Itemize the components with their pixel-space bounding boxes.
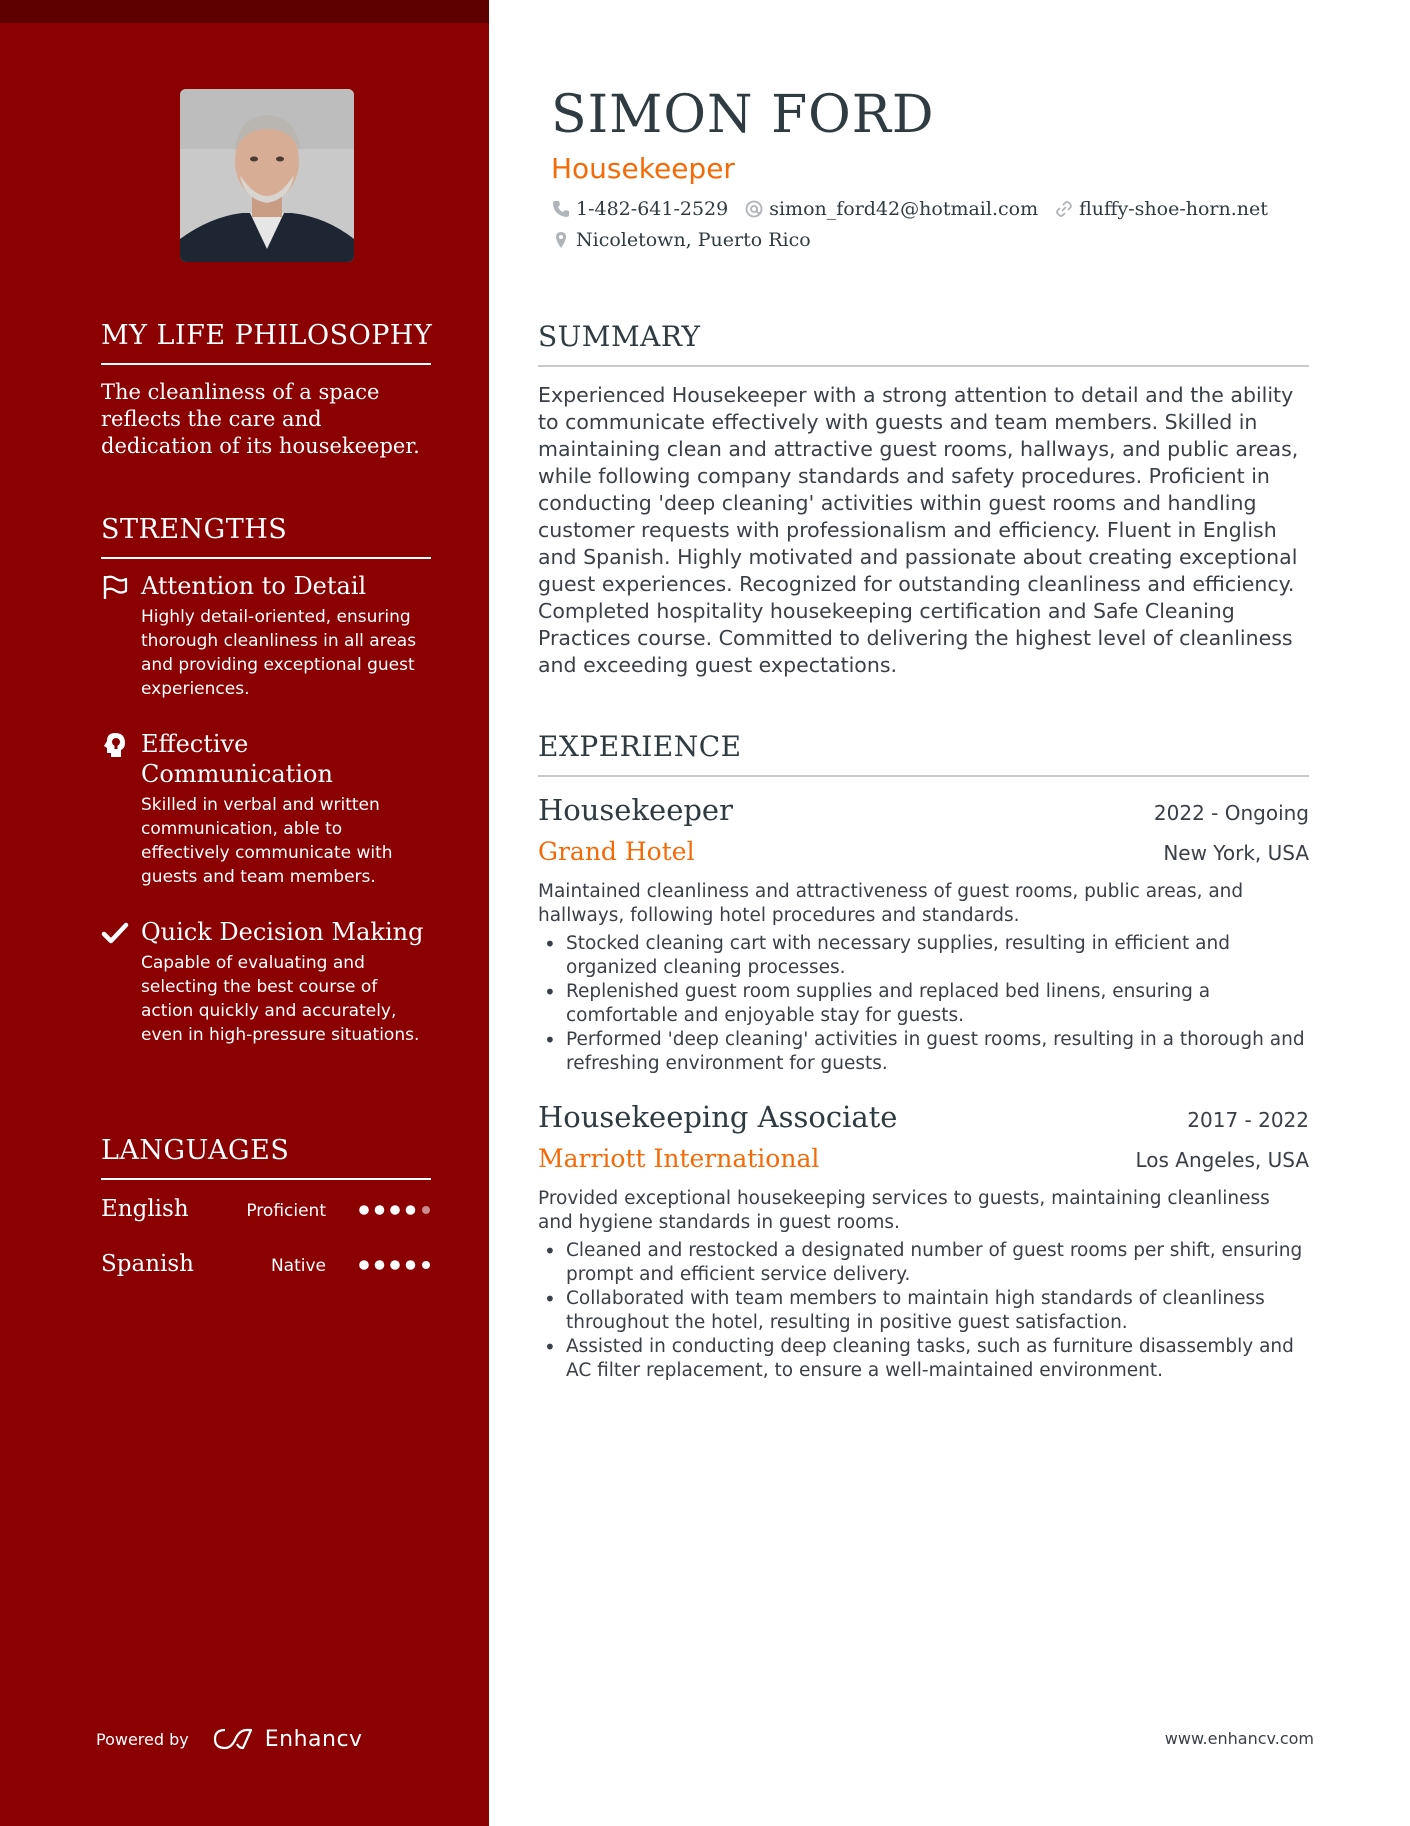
language-name: English	[101, 1196, 189, 1222]
powered-by	[96, 1726, 363, 1752]
languages-heading: LANGUAGES	[101, 1135, 431, 1180]
rating-dot-filled	[422, 1261, 430, 1269]
candidate-name: SIMON FORD	[551, 85, 935, 145]
rating-dot-filled	[359, 1205, 369, 1215]
strength-title: Attention to Detail	[141, 572, 367, 600]
job-company: Marriott International	[538, 1144, 820, 1173]
rating-dot-filled	[406, 1260, 416, 1270]
location-text: Nicoletown, Puerto Rico	[576, 229, 811, 251]
job-title: Housekeeper	[538, 793, 733, 827]
contact-phone	[551, 198, 728, 220]
at-sign-icon	[744, 199, 764, 219]
job-dates: 2017 - 2022	[1187, 1108, 1309, 1132]
check-icon	[101, 919, 129, 947]
job-title: Housekeeping Associate	[538, 1100, 898, 1134]
language-row	[101, 1235, 431, 1290]
strength-description: Capable of evaluating and selecting the best course of action quickly and accurately, even in high-pressure situations.	[141, 953, 420, 1045]
contact-email[interactable]	[744, 198, 1038, 220]
strength-item	[101, 729, 431, 889]
languages-section	[101, 1135, 431, 1290]
job-bullet-list	[538, 1239, 1309, 1383]
job-bullet: • Performed 'deep cleaning' activities in guest rooms, resulting in a thorough and refreshing environment for guests.	[538, 1028, 1309, 1076]
website-text[interactable]: fluffy-shoe-horn.net	[1079, 198, 1268, 220]
job-bullet: • Collaborated with team members to maintain high standards of cleanliness throughout the hotel, resulting in positive guest satisfaction.	[538, 1287, 1309, 1335]
phone-icon	[551, 199, 571, 219]
job-bullet-list	[538, 932, 1309, 1076]
contact-website[interactable]	[1054, 198, 1268, 220]
summary-heading: SUMMARY	[538, 320, 1309, 367]
job-description: Maintained cleanliness and attractiveness of guest rooms, public areas, and hallways, following hotel procedures and standards.	[538, 881, 1244, 926]
location-pin-icon	[551, 230, 571, 250]
powered-by-label: Powered by	[96, 1729, 189, 1749]
candidate-title: Housekeeper	[551, 152, 735, 185]
flag-icon	[101, 573, 129, 601]
job-location: Los Angeles, USA	[1135, 1148, 1309, 1172]
philosophy-section	[101, 320, 431, 460]
strength-item	[101, 571, 431, 701]
sidebar	[0, 0, 489, 1826]
enhancv-logo-icon	[213, 1726, 253, 1752]
experience-heading: EXPERIENCE	[538, 730, 1309, 777]
philosophy-quote: The cleanliness of a space reflects the care and dedication of its housekeeper.	[101, 380, 420, 458]
strength-description: Skilled in verbal and written communication, able to effectively communicate with guests and team members.	[141, 795, 393, 887]
rating-dot-filled	[406, 1205, 416, 1215]
rating-dot-empty	[422, 1206, 430, 1214]
strength-title: Effective Communication	[141, 730, 333, 788]
email-text[interactable]: simon_ford42@hotmail.com	[769, 198, 1039, 220]
strength-title: Quick Decision Making	[141, 918, 424, 946]
sidebar-top-bar	[0, 0, 489, 23]
philosophy-heading: MY LIFE PHILOSOPHY	[101, 320, 431, 365]
footer-website[interactable]: www.enhancv.com	[1164, 1729, 1314, 1748]
profile-photo	[180, 89, 354, 262]
strength-description: Highly detail-oriented, ensuring thorough cleanliness in all areas and providing exceptional guest experiences.	[141, 607, 417, 699]
job-bullet: • Cleaned and restocked a designated number of guest rooms per shift, ensuring prompt and efficient service delivery.	[538, 1239, 1309, 1287]
enhancv-brand-name: Enhancv	[264, 1726, 363, 1752]
job-bullet: • Stocked cleaning cart with necessary supplies, resulting in efficient and organized cleaning processes.	[538, 932, 1309, 980]
summary-text: Experienced Housekeeper with a strong attention to detail and the ability to communicate effectively with guests and team members. Skilled in maintaining clean and attractive guest rooms, hallways, and public areas, while following company standards and safety procedures. Proficient in conducting 'deep cleaning' activities within guest rooms and handling customer requests with professionalism and efficiency. Fluent in English and Spanish. Highly motivated and passionate about creating exceptional guest experiences. Recognized for outstanding cleanliness and efficiency. Completed hospitality housekeeping certification and Safe Cleaning Practices course. Committed to delivering the highest level of cleanliness and exceeding guest expectations.	[538, 383, 1299, 677]
job-bullet: • Replenished guest room supplies and replaced bed linens, ensuring a comfortable and enjoyable stay for guests.	[538, 980, 1309, 1028]
link-icon	[1054, 199, 1074, 219]
job-entry	[538, 793, 1309, 1076]
language-level: Native	[270, 1256, 326, 1276]
resume-header	[551, 84, 1351, 251]
contact-location	[551, 229, 811, 251]
language-rating	[359, 1255, 431, 1275]
language-level: Proficient	[246, 1201, 326, 1221]
rating-dot-filled	[375, 1260, 385, 1270]
rating-dot-filled	[359, 1260, 369, 1270]
contact-line	[551, 229, 1351, 251]
job-bullet: • Assisted in conducting deep cleaning tasks, such as furniture disassembly and AC filter replacement, to ensure a well-maintained environment.	[538, 1335, 1309, 1383]
job-entry	[538, 1100, 1309, 1383]
job-dates: 2022 - Ongoing	[1153, 801, 1309, 825]
head-bulb-icon	[101, 731, 129, 759]
language-name: Spanish	[101, 1251, 194, 1277]
rating-dot-filled	[390, 1260, 400, 1270]
job-description: Provided exceptional housekeeping services to guests, maintaining cleanliness and hygiene standards in guest rooms.	[538, 1188, 1270, 1233]
strengths-heading: STRENGTHS	[101, 514, 431, 559]
experience-section	[538, 730, 1309, 1383]
summary-section	[538, 320, 1309, 679]
job-location: New York, USA	[1163, 841, 1309, 865]
rating-dot-filled	[375, 1205, 385, 1215]
strengths-section	[101, 514, 431, 1047]
phone-text: 1-482-641-2529	[576, 198, 729, 220]
language-row	[101, 1180, 431, 1235]
language-rating	[359, 1200, 431, 1220]
rating-dot-filled	[390, 1205, 400, 1215]
strength-item	[101, 917, 431, 1047]
job-company: Grand Hotel	[538, 837, 695, 866]
contact-line	[551, 198, 1351, 220]
